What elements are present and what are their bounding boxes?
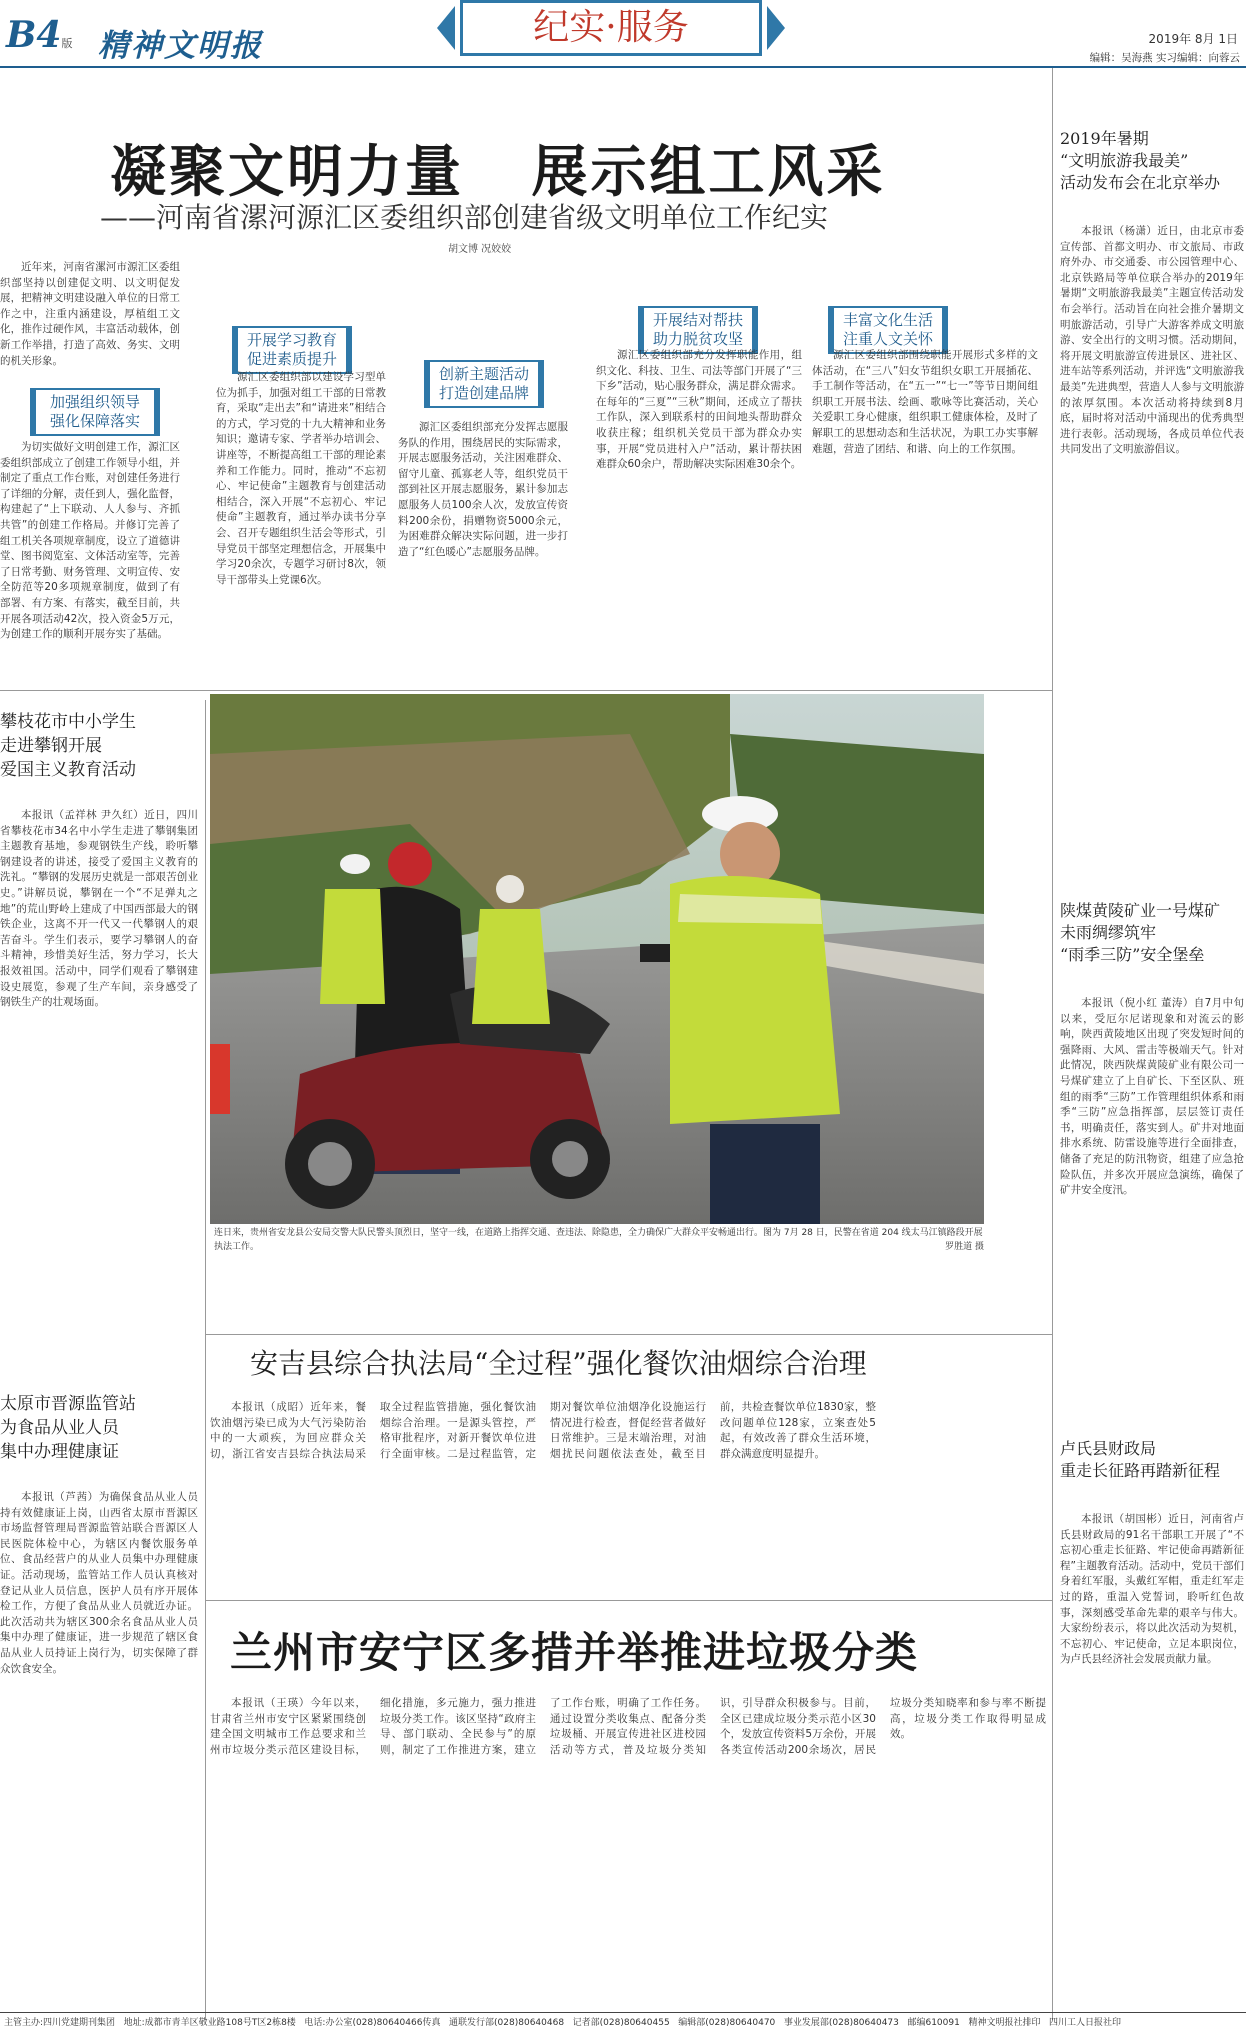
left-story-1-title: 攀枝花市中小学生 走进攀钢开展 爱国主义教育活动	[0, 712, 136, 780]
anji-top-rule	[206, 1334, 1052, 1335]
news-photo	[210, 694, 984, 1224]
anji-bottom-rule	[206, 1600, 1052, 1601]
footer-item: 四川工人日报社印	[1049, 2018, 1122, 2028]
lead-col-4	[596, 348, 802, 682]
footer-item: 编辑部(028)80640470	[678, 2018, 776, 2028]
page-suffix: 版	[61, 37, 73, 50]
footer-item: 电话:办公室(028)80640466传真	[304, 2018, 441, 2028]
anji-article	[210, 1340, 1046, 1596]
anji-body	[210, 1400, 1046, 1590]
right-story-1	[1060, 128, 1244, 888]
lead-col-3	[398, 420, 568, 682]
anji-text: 本报讯（成昭）近年来，餐饮油烟污染已成为大气污染防治中的一大顽疾，为回应群众关切，浙江省安吉县综合执法局采取全过程监管措施，强化餐饮油烟综合治理。一是源头管控，严格审批程序，对新开餐饮单位进行全面审核。二是过程监管，定期对餐饮单位油烟净化设施运行情况进行检查，督促经营者做好日常维护。三是末端治理，对油烟扰民问题依法查处，截至目前，共检查餐饮单位1830家，整改问题单位128家，立案查处5起，有效改善了群众生活环境，群众满意度明显提升。	[210, 1401, 876, 1460]
page-number-text: B4	[6, 14, 62, 56]
right-story-3-text: 本报讯（胡国彬）近日，河南省卢氏县财政局的91名干部职工开展了“不忘初心重走长征路、牢记使命再踏新征程”主题教育活动。活动中，党员干部们身着红军服，头戴红军帽，重走红军走过的路，重温入党誓词，聆听红色故事，深刻感受革命先辈的艰辛与伟大。大家纷纷表示，将以此次活动为契机，不忘初心、牢记使命，立足本职岗位，为卢氏县经济社会发展贡献力量。	[1060, 1513, 1244, 1666]
right-story-3-body	[1060, 1512, 1244, 1992]
lead-col1b-text: 为切实做好文明创建工作，源汇区委组织部成立了创建工作领导小组，并制定了重点工作台账，对创建任务进行了详细的分解，责任到人，强化监督，构建起了“上下联动、人人参与、齐抓共管”的创建工作格局。并修订完善了组工机关各项规章制度，设立了道德讲堂、图书阅览室、文体活动室等，完善了日常考勤、财务管理、文明宣传、安全防范等20多项规章制度，做到了有部署、有方案、有落实，截至目前，共开展各项活动42次，投入资金5万元，为创建工作的顺利开展夯实了基础。	[0, 441, 180, 641]
lead-col3-text: 源汇区委组织部充分发挥志愿服务队的作用，围绕居民的实际需求，开展志愿服务活动，关注困难群众、留守儿童、孤寡老人等，组织党员干部到社区开展志愿服务，累计参加志愿服务人员100余人次，发放宣传资料200余份，捐赠物资5000余元，为困难群众解决实际问题，进一步打造了“红色暖心”志愿服务品牌。	[398, 421, 568, 558]
lead-col-1b	[0, 440, 180, 682]
photo-caption	[214, 1226, 984, 1270]
right-story-1-text: 本报讯（杨潇）近日，由北京市委宣传部、首都文明办、市文旅局、市政府外办、市交通委、市公园管理中心、北京铁路局等单位联合举办的2019年暑期“文明旅游我最美”主题宣传活动发布会举行。活动旨在向社会推介暑期文明旅游活动，引导广大游客养成文明旅游、安全出行的文明习惯。活动期间，将开展文明旅游宣传进景区、进社区、进车站等系列活动，并评选“文明旅游我最美”先进典型，营造人人参与文明旅游的浓厚氛围。本次活动将持续到8月底，届时将对活动中涌现出的优秀典型进行表彰。活动现场，各成员单位代表共同发出了文明旅游倡议。	[1060, 225, 1244, 456]
footer-item: 记者部(028)80640455	[572, 2018, 670, 2028]
right-story-3	[1060, 1438, 1244, 1998]
lead-title: 凝聚文明力量 展示组工风采	[110, 139, 886, 205]
subhead-5: 丰富文化生活 注重人文关怀	[828, 306, 948, 354]
lanzhou-text: 本报讯（王瑛）今年以来，甘肃省兰州市安宁区紧紧围绕创建全国文明城市工作总要求和兰州市垃圾分类示范区建设目标，细化措施，多元施力，强力推进垃圾分类工作。该区坚持“政府主导、部门联动、全民参与”的原则，制定了工作推进方案，建立了工作台账，明确了工作任务。通过设置分类收集点、配备分类垃圾桶、开展宣传进社区进校园活动等方式，普及垃圾分类知识，引导群众积极参与。目前，全区已建成垃圾分类示范小区30个，发放宣传资料5万余份，开展各类宣传活动200余场次，居民垃圾分类知晓率和参与率不断提高，垃圾分类工作取得明显成效。	[210, 1697, 1046, 1756]
subhead-4: 开展结对帮扶 助力脱贫攻坚	[638, 306, 758, 354]
left-story-1-body	[0, 808, 198, 1368]
right-story-2	[1060, 900, 1244, 1450]
lead-bottom-rule	[0, 690, 1052, 691]
left-story-2-text: 本报讯（芦茜）为确保食品从业人员持有效健康证上岗，山西省太原市晋源区市场监督管理局晋源监管站联合晋源区人民医院体检中心，为辖区内餐饮服务单位、食品经营户的从业人员集中办理健康证。活动现场，监管站工作人员认真核对登记从业人员信息，医护人员有序开展体检工作，方便了食品从业人员就近办证。此次活动共为辖区300余名食品从业人员集中办理了健康证，进一步规范了辖区食品从业人员持证上岗行为，切实保障了群众饮食安全。	[0, 1491, 198, 1675]
lead-article	[0, 70, 1050, 690]
right-story-2-body	[1060, 996, 1244, 1436]
lead-col2-text: 源汇区委组织部以建设学习型单位为抓手，加强对组工干部的日常教育，采取“走出去”和“请进来”相结合的方式，学习党的十九大精神和业务知识；邀请专家、学者举办培训会、讲座等，不断提高组工干部的理论素养和工作能力。同时，推动“不忘初心、牢记使命”主题教育与创建活动相结合，深入开展“不忘初心、牢记使命”主题教育，通过举办读书分享会、召开专题组织生活会等形式，引导党员干部坚定理想信念，开展集中学习20余次，专题学习研讨8次，领导干部带头上党课6次。	[216, 371, 386, 586]
right-story-1-body	[1060, 224, 1244, 894]
lead-col4-text: 源汇区委组织部充分发挥职能作用，组织文化、科技、卫生、司法等部门开展了“三下乡”活动，贴心服务群众，满足群众需求。在每年的“三夏”“三秋”期间，还成立了帮扶工作队，深入到联系村的田间地头帮助群众收获庄稼；组织机关党员干部为群众办实事，开展“党员进村入户”活动，累计帮扶困难群众60余户，帮助解决实际困难30余个。	[596, 349, 802, 471]
right-story-2-text: 本报讯（倪小红 董涛）自7月中旬以来，受厄尔尼诺现象和对流云的影响，陕西黄陵地区出现了突发短时间的强降雨、大风、雷击等极端天气。针对此情况，陕西陕煤黄陵矿业有限公司一号煤矿建立了上自矿长、下至区队、班组的雨季“三防”工作管理组织体系和雨季“三防”应急指挥部，层层签订责任书，明确责任，落实到人。矿井对地面排水系统、防雷设施等进行全面排查，储备了充足的防汛物资，组建了应急抢险队伍，并多次开展应急演练，确保了矿井安全度汛。	[1060, 997, 1244, 1197]
lanzhou-title: 兰州市安宁区多措并举推进垃圾分类	[230, 1628, 919, 1677]
left-story-1	[0, 710, 198, 1390]
left-story-2-body	[0, 1490, 198, 1990]
photo-credit: 罗胜道 摄	[945, 1242, 984, 1252]
footer-item: 精神文明报社排印	[968, 2018, 1041, 2028]
paper-name: 精神文明报	[98, 28, 263, 64]
right-story-2-title: 陕煤黄陵矿业一号煤矿 未雨绸缪筑牢 “雨季三防”安全堡垒	[1060, 901, 1221, 964]
lead-subtitle: ——河南省漯河源汇区委组织部创建省级文明单位工作纪实	[100, 201, 829, 234]
lead-col1-text: 近年来，河南省漯河市源汇区委组织部坚持以创建促文明、以文明促发展，把精神文明建设融入单位的日常工作之中，注重内涵建设，厚植组工文化，推作过硬作风，丰富活动载体，创新工作举措，打造了高效、务实、文明的机关形象。	[0, 261, 180, 367]
lead-col-5	[812, 348, 1038, 682]
right-story-3-title: 卢氏县财政局 重走长征路再踏新征程	[1060, 1439, 1221, 1480]
lead-byline: 胡文博 况姣姣	[448, 244, 512, 255]
column-divider-right	[1052, 68, 1053, 2020]
section-banner	[460, 0, 762, 56]
footer-rule	[0, 2012, 1246, 2013]
left-story-2	[0, 1392, 198, 1992]
masthead-rule	[0, 66, 1246, 68]
footer-item: 事业发展部(028)80640473	[783, 2018, 899, 2028]
photo-caption-text: 连日来，贵州省安龙县公安局交警大队民警头顶烈日，坚守一线，在道路上指挥交通、查违法、除隐患，全力确保广大群众平安畅通出行。图为 7月 28 日，民警在省道 204 线太马江镇路段开展执法工作。	[214, 1228, 983, 1252]
section-title: 纪实·服务	[533, 7, 689, 48]
issue-date: 2019年 8月 1日	[1148, 32, 1238, 46]
footer	[4, 2016, 1242, 2032]
footer-item: 地址:成都市青羊区敬业路108号T区2栋8楼	[123, 2018, 296, 2028]
subhead-1: 加强组织领导 强化保障落实	[30, 388, 160, 436]
column-divider-left	[205, 700, 206, 2020]
masthead	[0, 0, 1246, 68]
lead-col-2	[216, 370, 386, 682]
subhead-3: 创新主题活动 打造创建品牌	[424, 360, 544, 408]
photo-illustration	[210, 694, 984, 1224]
left-story-2-title: 太原市晋源监管站 为食品从业人员 集中办理健康证	[0, 1394, 136, 1462]
footer-item: 邮编610091	[907, 2018, 960, 2028]
lanzhou-body	[210, 1696, 1046, 1992]
banner-arrow-right-icon	[767, 6, 785, 50]
anji-title: 安吉县综合执法局“全过程”强化餐饮油烟综合治理	[250, 1347, 867, 1380]
left-story-1-text: 本报讯（孟祥林 尹久红）近日，四川省攀枝花市34名中小学生走进了攀钢集团主题教育基地，参观钢铁生产线，聆听攀钢建设者的讲述，接受了爱国主义教育的洗礼。“攀钢的发展历史就是一部艰苦创业史。”讲解员说，攀钢在一个“不足弹丸之地”的荒山野岭上建成了中国西部最大的钢铁企业，这离不开一代又一代攀钢人的艰苦奋斗。学生们表示，要学习攀钢人的奋斗精神，珍惜美好生活，努力学习，长大报效祖国。活动中，同学们观看了攀钢建设史展览，参观了生产车间，亲身感受了钢铁生产的壮观场面。	[0, 809, 198, 1009]
right-story-1-title: 2019年暑期 “文明旅游我最美” 活动发布会在北京举办	[1060, 129, 1221, 192]
lanzhou-article	[210, 1610, 1046, 1996]
editors: 编辑：吴海燕 实习编辑：向蓉云	[1089, 52, 1240, 64]
subhead-2: 开展学习教育 促进素质提升	[232, 326, 352, 374]
lead-col-1	[0, 260, 180, 375]
footer-item: 主管主办:四川党建期刊集团	[4, 2018, 116, 2028]
footer-item: 通联发行部(028)80640468	[449, 2018, 565, 2028]
banner-arrow-left-icon	[437, 6, 455, 50]
page-number	[6, 14, 72, 56]
lead-col5-text: 源汇区委组织部围绕职能开展形式多样的文体活动，在“三八”妇女节组织女职工开展插花、手工制作等活动，在“五一”“七一”等节日期间组织职工开展书法、绘画、歌咏等比赛活动，关心关爱职工身心健康，组织职工健康体检，及时了解职工的思想动态和生活状况，为职工办实事解难题，营造了团结、和谐、向上的工作氛围。	[812, 349, 1038, 455]
